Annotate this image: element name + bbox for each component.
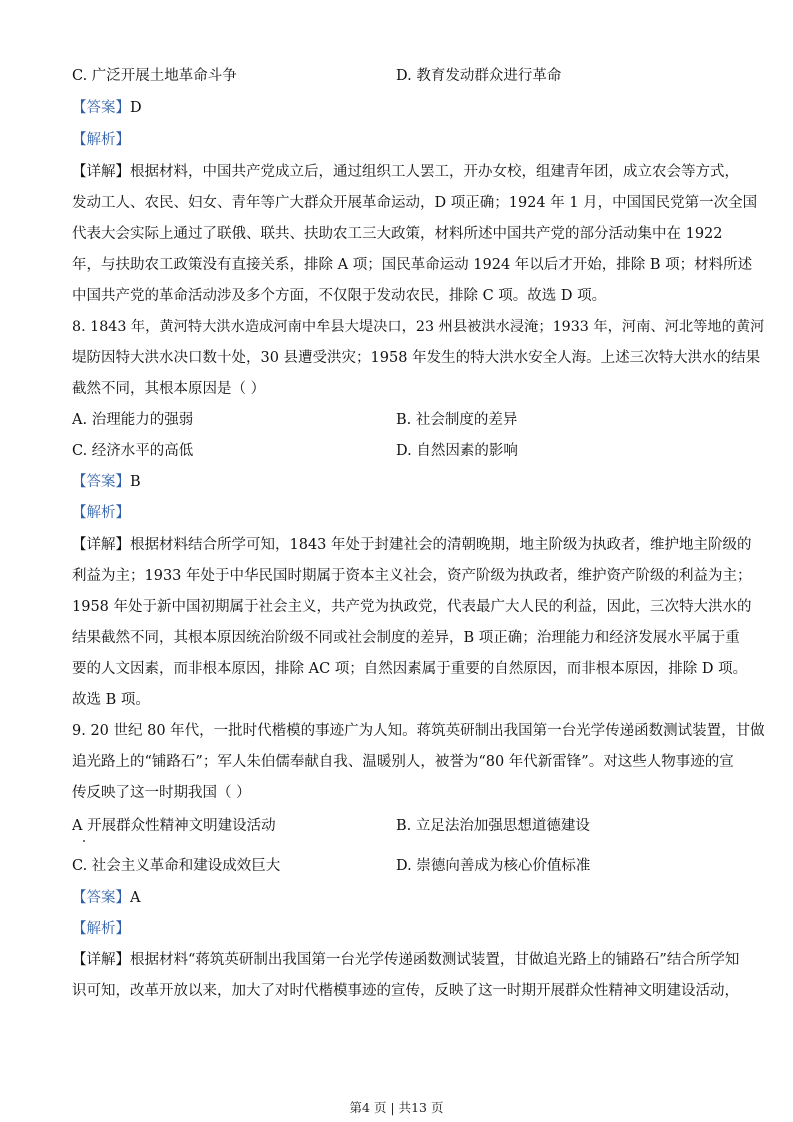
q7-detail-line-5: 中国共产党的革命活动涉及多个方面，不仅限于发动农民，排除 C 项。故选 D 项。 (72, 288, 607, 304)
q9-option-a: A 开展群众性精神文明建设活动 (72, 818, 276, 834)
q8-option-d: D. 自然因素的影响 (396, 443, 518, 459)
answer-value: A (130, 890, 141, 906)
q8-answer (72, 472, 141, 492)
q8-option-c: C. 经济水平的高低 (72, 443, 194, 459)
detail-text: 根据材料“蒋筑英研制出我国第一台光学传递函数测试装置，甘做追光路上的铺路石”结合所学知 (130, 952, 740, 968)
answer-value: D (130, 100, 142, 116)
q9-stem-line-2: 追光路上的“铺路石”；军人朱伯儒奉献自我、温暖别人，被誉为“80 年代新雷锋”。对这些人物事迹的宣 (72, 754, 734, 770)
q8-stem-line-2: 堤防因特大洪水决口数十处，30 县遭受洪灾；1958 年发生的特大洪水安全人海。上述三次特大洪水的结果 (72, 350, 761, 366)
answer-value: B (130, 474, 141, 490)
q8-detail-line-3: 1958 年处于新中国初期属于社会主义，共产党为执政党，代表最广大人民的利益，因此，三次特大洪水的 (72, 599, 752, 615)
q7-detail-line-2: 发动工人、农民、妇女、青年等广大群众开展革命运动，D 项正确；1924 年 1 月，中国国民党第一次全国 (72, 195, 758, 211)
q8-detail-line-2: 利益为主；1933 年处于中华民国时期属于资本主义社会，资产阶级为执政者，维护资产阶级的利益为主； (72, 568, 752, 584)
stray-dot (83, 840, 85, 842)
q9-option-c: C. 社会主义革命和建设成效巨大 (72, 858, 281, 874)
q8-analysis-label: 【解析】 (72, 505, 130, 521)
q8-detail-line-6: 故选 B 项。 (72, 692, 150, 708)
q8-option-a: A. 治理能力的强弱 (72, 412, 194, 428)
q7-option-c: C. 广泛开展土地革命斗争 (72, 68, 237, 84)
q9-answer (72, 888, 140, 908)
q8-detail-line-4: 结果截然不同，其根本原因统治阶级不同或社会制度的差异，B 项正确；治理能力和经济发展水平属于重 (72, 630, 740, 646)
answer-label: 【答案】 (72, 474, 130, 490)
q8-stem-line-1: 8. 1843 年，黄河特大洪水造成河南中牟县大堤决口，23 州县被洪水浸淹；1933 年，河南、河北等地的黄河 (72, 319, 765, 335)
q9-option-b: B. 立足法治加强思想道德建设 (396, 818, 590, 834)
q8-stem-line-3: 截然不同，其根本原因是（ ） (72, 381, 266, 397)
q8-detail-line-5: 要的人文因素，而非根本原因，排除 AC 项；自然因素属于重要的自然原因，而非根本原因，排除 D 项。 (72, 661, 748, 677)
q7-analysis-label: 【解析】 (72, 132, 130, 148)
q8-option-b: B. 社会制度的差异 (396, 412, 518, 428)
q7-detail-line-4: 年，与扶助农工政策没有直接关系，排除 A 项；国民革命运动 1924 年以后才开始，排除 B 项；材料所述 (72, 257, 753, 273)
q9-option-d: D. 崇德向善成为核心价值标准 (396, 858, 591, 874)
q7-option-d: D. 教育发动群众进行革命 (396, 68, 562, 84)
q8-detail-line-1 (72, 535, 752, 555)
q7-detail-line-1 (72, 162, 739, 182)
detail-label: 【详解】 (72, 164, 130, 180)
detail-label: 【详解】 (72, 952, 130, 968)
q7-detail-line-3: 代表大会实际上通过了联俄、联共、扶助农工三大政策，材料所述中国共产党的部分活动集中在 1922 (72, 226, 723, 242)
detail-text: 根据材料结合所学可知，1843 年处于封建社会的清朝晚期，地主阶级为执政者，维护地主阶级的 (130, 537, 752, 553)
q9-analysis-label: 【解析】 (72, 921, 130, 937)
q9-detail-line-1 (72, 950, 739, 970)
q9-stem-line-1: 9. 20 世纪 80 年代，一批时代楷模的事迹广为人知。蒋筑英研制出我国第一台光学传递函数测试装置，甘做 (72, 723, 765, 739)
q7-answer (72, 98, 142, 118)
q9-stem-line-3: 传反映了这一时期我国（ ） (72, 785, 251, 801)
detail-text: 根据材料，中国共产党成立后，通过组织工人罢工，开办女校，组建青年团，成立农会等方式， (130, 164, 739, 180)
answer-label: 【答案】 (72, 100, 130, 116)
q9-detail-line-2: 识可知，改革开放以来，加大了对时代楷模事迹的宣传，反映了这一时期开展群众性精神文明建设活动， (72, 983, 739, 999)
page-footer: 第4 页 | 共13 页 (349, 1100, 444, 1115)
detail-label: 【详解】 (72, 537, 130, 553)
answer-label: 【答案】 (72, 890, 130, 906)
